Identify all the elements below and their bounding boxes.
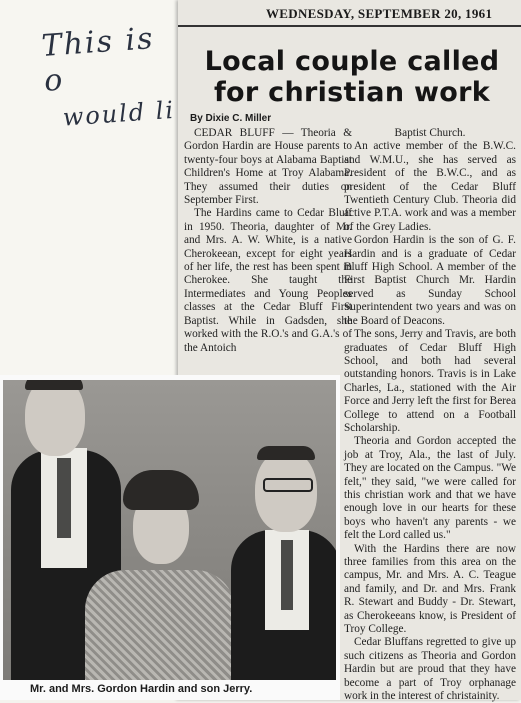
handwritten-note (41, 19, 188, 133)
paragraph: An active member of the B.W.C. and W.M.U., she has served as President of the B.W.C., and as president of the Cedar Bluff Twentieth Century Club. Theoria did active P.T.A. work and was a member of the Grey Ladies. (344, 140, 516, 233)
headline: Local couple called for christian work (204, 46, 500, 108)
article-column-right (344, 127, 516, 703)
son-hair (25, 380, 83, 390)
paragraph: Cedar Bluffans regretted to give up such citizens as Theoria and Gordon Hardin but are proud that they have become a part of Troy orphanage work in the interest of christainity. (344, 636, 516, 703)
handwriting-line-2: would li (61, 95, 176, 132)
dateline: WEDNESDAY, SEPTEMBER 20, 1961 (266, 6, 493, 21)
father-tie (281, 540, 293, 610)
father-hair (257, 446, 315, 460)
handwriting-line-1: This is o (40, 21, 156, 99)
mother-hair (123, 470, 199, 510)
paragraph: CEDAR BLUFF — Theoria & Gordon Hardin are House parents to twenty-four boys at Alabama Baptist Children's Home at Troy Alabama. They assumed their duties on September First. (184, 127, 352, 207)
mother-dress (85, 570, 235, 680)
son-head (25, 380, 85, 456)
paragraph: The Hardins came to Cedar Bluff in 1950. Theoria, daughter of Mr. and Mrs. A. W. White, is a native Cherokeean, except for eight years of her life, the rest has been spent in Cherokee. She taught the Intermediates and Young Peoples classes at the Cedar Bluff First Baptist. While in Gadsden, she worked with the R.O.'s and G.A.'s of the Antoich (184, 207, 352, 354)
paragraph: Baptist Church. (394, 127, 466, 139)
paragraph: The sons, Jerry and Travis, are both graduates of Cedar Bluff High School, and both had several outstanding honors. Travis is in Lake Charles, La., stationed with the Air Force and Jerry left the first for Berea College to attend on a Football Scholarship. (344, 328, 516, 434)
paragraph: Gordon Hardin is the son of G. F. Hardin and is a graduate of Cedar Bluff High School. A member of the First Baptist Church Mr. Hardin served as Sunday School Superintendent two years and was on the Board of Deacons. (344, 234, 516, 327)
family-photo (3, 380, 336, 680)
article-column-left (184, 127, 352, 355)
son-tie (57, 458, 71, 538)
father-glasses (263, 478, 313, 492)
dateline-rule (178, 25, 521, 27)
byline: By Dixie C. Miller (190, 113, 272, 124)
paragraph: Theoria and Gordon accepted the job at Troy, Ala., the last of July. They are located on the Campus. "We felt," they said, "we were called for this christian work and that we have enough love in our hearts for these boys who haven't any parents - we felt the Lord called us." (344, 435, 516, 542)
paragraph: With the Hardins there are now three families from this area on the campus, Mr. and Mrs. A. C. Teague and family, and Dr. and Mrs. Frank R. Stewart and Buddy - Dr. Stewart, as Cherokeeans know, is President of Troy College. (344, 542, 516, 636)
photo-caption: Mr. and Mrs. Gordon Hardin and son Jerry. (30, 683, 253, 695)
